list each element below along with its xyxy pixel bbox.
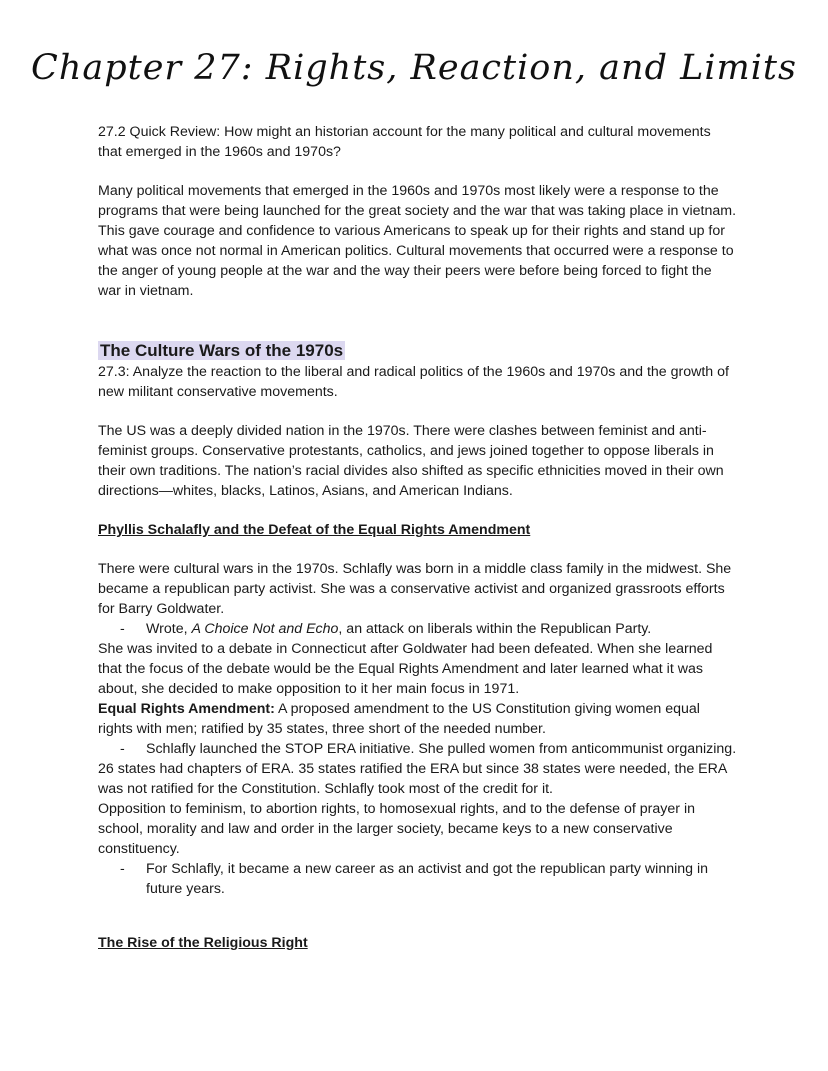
- subheading-religious-right: The Rise of the Religious Right: [98, 935, 308, 951]
- schlafly-paragraph-4: Opposition to feminism, to abortion rights, to homosexual rights, and to the defense of prayer in school, morality and law and order in the larger society, became keys to a new conservative constituency.: [98, 801, 695, 857]
- section-heading-culture-wars: The Culture Wars of the 1970s: [100, 341, 344, 360]
- bullet-1-post: , an attack on liberals within the Republican Party.: [338, 621, 652, 637]
- era-definition: [98, 699, 738, 739]
- schlafly-section: [98, 559, 738, 899]
- bullet-item: [98, 619, 738, 639]
- religious-right-heading-block: [98, 933, 738, 953]
- schlafly-paragraph-2: She was invited to a debate in Connecticut after Goldwater had been defeated. When she learned that the focus of the debate would be the Equal Rights Amendment and later learned what it was about, she decided to make opposition to it her main focus in 1971.: [98, 641, 713, 697]
- culture-wars-paragraph: [98, 421, 738, 501]
- bullet-3-text: For Schlafly, it became a new career as an activist and got the republican party winning in future years.: [146, 861, 709, 897]
- era-term: Equal Rights Amendment:: [98, 701, 275, 717]
- bullet-1-pre: Wrote,: [146, 621, 192, 637]
- objective-text: 27.3: Analyze the reaction to the liberal and radical politics of the 1960s and 1970s and the growth of new militant conservative movements.: [98, 364, 729, 400]
- bullet-item: [98, 739, 738, 759]
- bullet-2-text: Schlafly launched the STOP ERA initiative. She pulled women from anticommunist organizing.: [146, 741, 737, 757]
- schlafly-paragraph-1: There were cultural wars in the 1970s. Schlafly was born in a middle class family in the midwest. She became a republican party activist. She was a conservative activist and organized grassroots efforts for Barry Goldwater.: [98, 561, 732, 617]
- quick-review-answer-text: Many political movements that emerged in the 1960s and 1970s most likely were a response to the programs that were being launched for the great society and the war that was taking place in vietnam. This gave courage and confidence to various Americans to speak up for their rights and stand up for what was once not normal in American politics. Cultural movements that occurred were a response to the anger of young people at the war and the way their peers were before being forced to fight the war in vietnam.: [98, 183, 737, 299]
- subheading-schlafly: Phyllis Schalafly and the Defeat of the Equal Rights Amendment: [98, 522, 531, 538]
- schlafly-heading-block: [98, 520, 738, 540]
- bullet-dash: -: [120, 861, 125, 877]
- culture-wars-text: The US was a deeply divided nation in the 1970s. There were clashes between feminist and anti-feminist groups. Conservative protestants, catholics, and jews joined together to oppose liberals in their own traditions. The nation’s racial divides also shifted as specific ethnicities moved in their own directions—whites, blacks, Latinos, Asians, and American Indians.: [98, 423, 724, 499]
- culture-wars-heading-block: [98, 340, 738, 363]
- page-title: Chapter 27: Rights, Reaction, and Limits: [31, 48, 797, 88]
- bullet-item: [98, 859, 738, 899]
- quick-review-question-text: 27.2 Quick Review: How might an historian account for the many political and cultural movements that emerged in the 1960s and 1970s?: [98, 124, 711, 160]
- culture-wars-objective: [98, 362, 738, 402]
- era-definition-text: A proposed amendment to the US Constitution giving women equal rights with men; ratified by 35 states, three short of the needed number.: [98, 701, 700, 737]
- quick-review-question: [98, 122, 738, 162]
- bullet-dash: -: [120, 741, 125, 757]
- book-title: A Choice Not and Echo: [191, 621, 339, 637]
- bullet-dash: -: [120, 621, 125, 637]
- quick-review-answer: [98, 181, 738, 301]
- schlafly-paragraph-3: 26 states had chapters of ERA. 35 states ratified the ERA but since 38 states were needed, the ERA was not ratified for the Constitution. Schlafly took most of the credit for it.: [98, 761, 727, 797]
